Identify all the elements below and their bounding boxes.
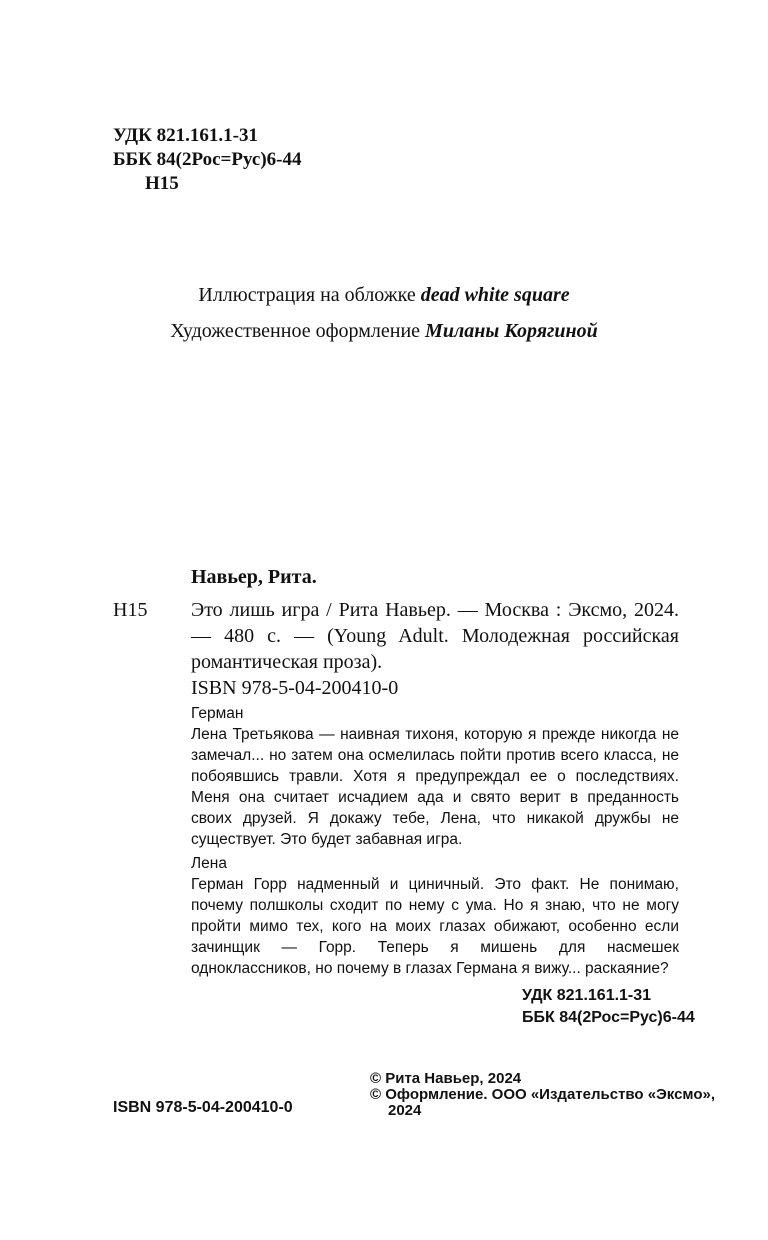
author-heading: Навьер, Рита. bbox=[191, 566, 317, 588]
bbk-code: ББК 84(2Рос=Рус)6-44 bbox=[113, 149, 302, 170]
udk-code-bottom: УДК 821.161.1-31 bbox=[522, 987, 652, 1004]
design-label: Художественное оформление bbox=[170, 320, 426, 342]
illustrator-name: dead white square bbox=[420, 284, 570, 306]
annotation-lena-text: Герман Горр надменный и циничный. Это факт. Не понимаю, почему полшколы сходит по нему с ума. Но я знаю, что не могу пройти мимо тех, кого на моих глазах обижают, особенно если зачинщик — Горр. Теперь я мишень для насмешек одноклассников, но почему в глазах Германа я вижу... раскаяние? bbox=[191, 876, 679, 977]
udk-code: УДК 821.161.1-31 bbox=[113, 125, 258, 146]
author-mark: Н15 bbox=[145, 173, 179, 194]
annotation-german-heading: Герман bbox=[191, 705, 244, 722]
copyright-design: © Оформление. ООО «Издательство «Эксмо», bbox=[370, 1086, 715, 1103]
bbk-code-bottom: ББК 84(2Рос=Рус)6-44 bbox=[522, 1009, 695, 1026]
annotation-lena-heading: Лена bbox=[191, 855, 227, 872]
bibliographic-description: Это лишь игра / Рита Навьер. — Москва : Эксмо, 2024. — 480 с. — (Young Adult. Молодежная российская романтическая проза). bbox=[191, 599, 679, 673]
catalog-code: Н15 bbox=[113, 599, 148, 621]
classification-codes-bottom bbox=[522, 985, 695, 1029]
copyright-author: © Рита Навьер, 2024 bbox=[370, 1070, 522, 1087]
illustration-label: Иллюстрация на обложке bbox=[198, 284, 421, 306]
annotation-lena bbox=[191, 853, 679, 979]
isbn-footer: ISBN 978-5-04-200410-0 bbox=[113, 1099, 293, 1116]
annotation-german-text: Лена Третьякова — наивная тихоня, которую я прежде никогда не замечал... но затем она осмелилась пойти против всего класса, не побоявшись травли. Хотя я предупреждал ее о последствиях. Меня она считает исчадием ада и свято верит в преданность своих друзей. Я докажу тебе, Лена, что никакой дружбы не существует. Это будет забавная игра. bbox=[191, 726, 679, 848]
annotation-german bbox=[191, 703, 679, 850]
classification-codes bbox=[113, 124, 301, 196]
design-credit bbox=[0, 320, 768, 343]
designer-name: Миланы Корягиной bbox=[425, 320, 598, 342]
isbn-main: ISBN 978-5-04-200410-0 bbox=[191, 677, 399, 699]
illustration-credit bbox=[0, 284, 768, 307]
copyright-year: 2024 bbox=[388, 1102, 422, 1119]
copyright-block bbox=[370, 1071, 715, 1119]
